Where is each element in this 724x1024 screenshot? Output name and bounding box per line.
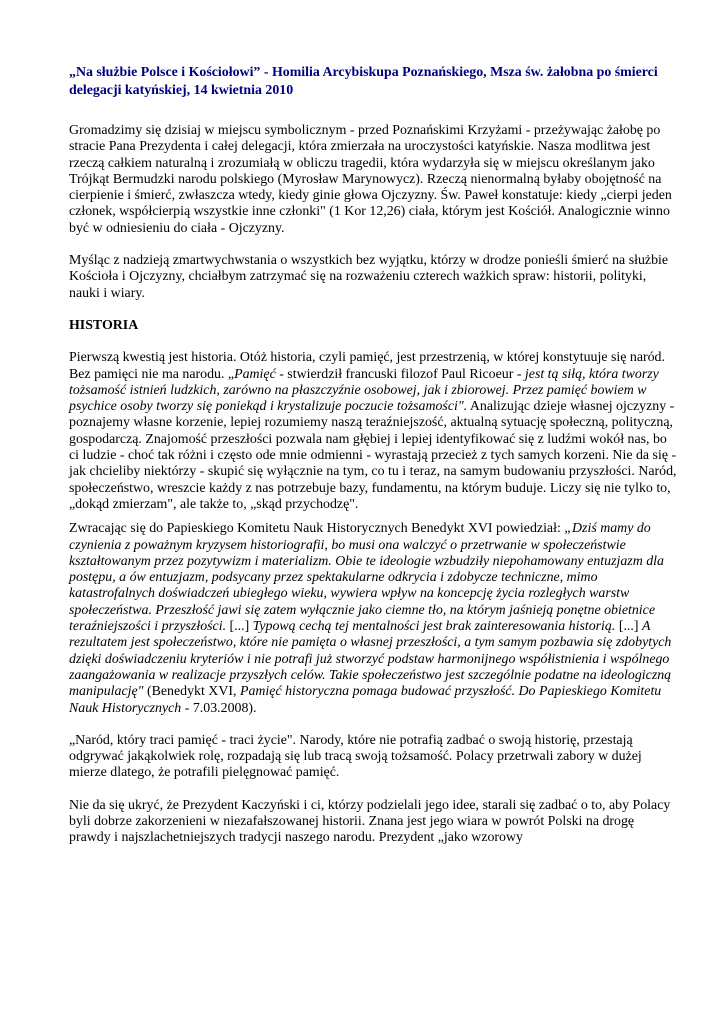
paragraph-reflection: Myśląc z nadzieją zmartwychwstania o wszystkich bez wyjątku, którzy w drodze ponieśli śmierć na służbie Kościoła i Ojczyzny, chciałbym zatrzymać się na rozważeniu czterech ważkich spraw: historii, polityki, nauki i wiary. [69,253,669,301]
paragraph-history [69,350,678,513]
benedict-intro: Zwracając się do Papieskiego Komitetu Nauk Historycznych Benedykt XVI powiedział: [69,521,565,537]
history-text-a: Pierwszą kwestią jest historia. Otóż historia, czyli pamięć, jest przestrzenią, w której konstytuuje się naród. Bez pamięci nie ma narodu. „ [69,350,665,382]
benedict-citation-open: (Benedykt XVI, [143,684,240,700]
benedict-ellipsis-1: [...] [226,619,253,635]
document-title: „Na służbie Polsce i Kościołowi” - Homilia Arcybiskupa Poznańskiego, Msza św. żałobna po śmierci delegacji katyńskiej, 14 kwietnia 2010 [69,65,658,98]
benedict-ellipsis-2: [...] [615,619,642,635]
history-quote-ricoeur: jest tą siłą, która tworzy tożsamość istnień ludzkich, zarówno na płaszczyźnie osobowej, jak i zbiorowej. Przez pamięć bowiem w psychice osoby tworzy się poniekąd i krystalizuje poczucie tożsamości". [69,366,659,415]
history-text-c: - stwierdził francuski filozof Paul Ricoeur - [275,366,525,382]
paragraph-benedict [69,521,678,717]
benedict-citation-date: - 7.03.2008). [181,700,257,716]
history-quote-pamiec: Pamięć [234,366,276,382]
benedict-quote-1: „Dziś mamy do czynienia z poważnym kryzysem historiografii, bo musi ona walczyć o przetrwanie w społeczeństwie kształtowanym przez pozytywizm i materializm. Obie te ideologie wzbudziły niepohamowany entuzjazm dla postępu, a ów entuzjazm, podsycany przez spektakularne odkrycia i zdobycze techniczne, mimo katastrofalnych doświadczeń ubiegłego wieku, wywiera wpływ na koncepcję życia rozległych warstw społeczeństwa. Przeszłość jawi się zatem wyłącznie jako ciemne tło, na którym jaśnieją ponętne obietnice teraźniejszości i przyszłości. [69,521,664,635]
benedict-quote-3: A rezultatem jest społeczeństwo, które nie pamięta o własnej przeszłości, a tym samym pozbawia się zdobytych dzięki doświadczeniu kryteriów i nie potrafi już stworzyć podstaw harmonijnego współistnienia i wspólnego zaangażowania w realizacje przyszłych celów. Takie społeczeństwo jest szczególnie podatne na ideologiczną manipulację" [69,619,672,700]
paragraph-president: Nie da się ukryć, że Prezydent Kaczyński i ci, którzy podzielali jego idee, starali się zadbać o to, aby Polacy byli dobrze zakorzenieni w niezafałszowanej historii. Znana jest jego wiara w powrót Polski na drogę prawdy i najszlachetniejszych tradycji naszego narodu. Prezydent „jako wzorowy [69,797,671,846]
benedict-quote-2: Typową cechą tej mentalności jest brak zainteresowania historią. [252,619,616,635]
paragraph-nation-memory: „Naród, który traci pamięć - traci życie". Narody, które nie potrafią zadbać o swoją historię, przestają odgrywać jakąkolwiek rolę, rozpadają się lub tracą swoją tożsamość. Polacy przetrwali zabory w dużej mierze dlatego, że potrafili pielęgnować pamięć. [69,732,642,781]
history-text-e: Analizując dzieje własnej ojczyzny - poznajemy własne korzenie, lepiej rozumiemy naszą teraźniejszość, aktualną sytuację społeczną, polityczną, gospodarczą. Znajomość przeszłości pozwala nam głębiej i lepiej identyfikować się z ludźmi wokół nas, bo ci ludzie - choć tak różni i często ode mnie odmienni - wyrastają przecież z tych samych korzeni. Nie da się - jak chcieliby niektórzy - skupić się wyłącznie na tym, co tu i teraz, na samym budowaniu przyszłości. Naród, społeczeństwo, wreszcie każdy z nas potrzebuje bazy, fundamentu, na którym buduje. Liczy się nie tylko to, „dokąd zmierzam", ale także to, „skąd przychodzę". [69,399,677,512]
section-heading-historia: HISTORIA [69,317,139,333]
benedict-citation-title: Pamięć historyczna pomaga budować przyszłość. Do Papieskiego Komitetu Nauk Historycznych [69,684,662,716]
paragraph-intro: Gromadzimy się dzisiaj w miejscu symbolicznym - przed Poznańskimi Krzyżami - przeżywając żałobę po stracie Pana Prezydenta i całej delegacji, która zmierzała na uroczystości katyńskie. Nasza modlitwa jest rzeczą całkiem naturalną i zrozumiałą w obliczu tragedii, która wydarzyła się w miejscu określanym jako Trójkąt Bermudzki narodu polskiego (Myrosław Marynowycz). Rzeczą nienormalną byłaby obojętność na cierpienie i śmierć, zwłaszcza wtedy, kiedy ginie głowa Ojczyzny. Św. Paweł konstatuje: kiedy „cierpi jeden członek, współcierpią wszystkie inne członki" (1 Kor 12,26) ciała, którym jest Kościół. Analogicznie winno być w odniesieniu do ciała - Ojczyzny. [69,123,672,236]
